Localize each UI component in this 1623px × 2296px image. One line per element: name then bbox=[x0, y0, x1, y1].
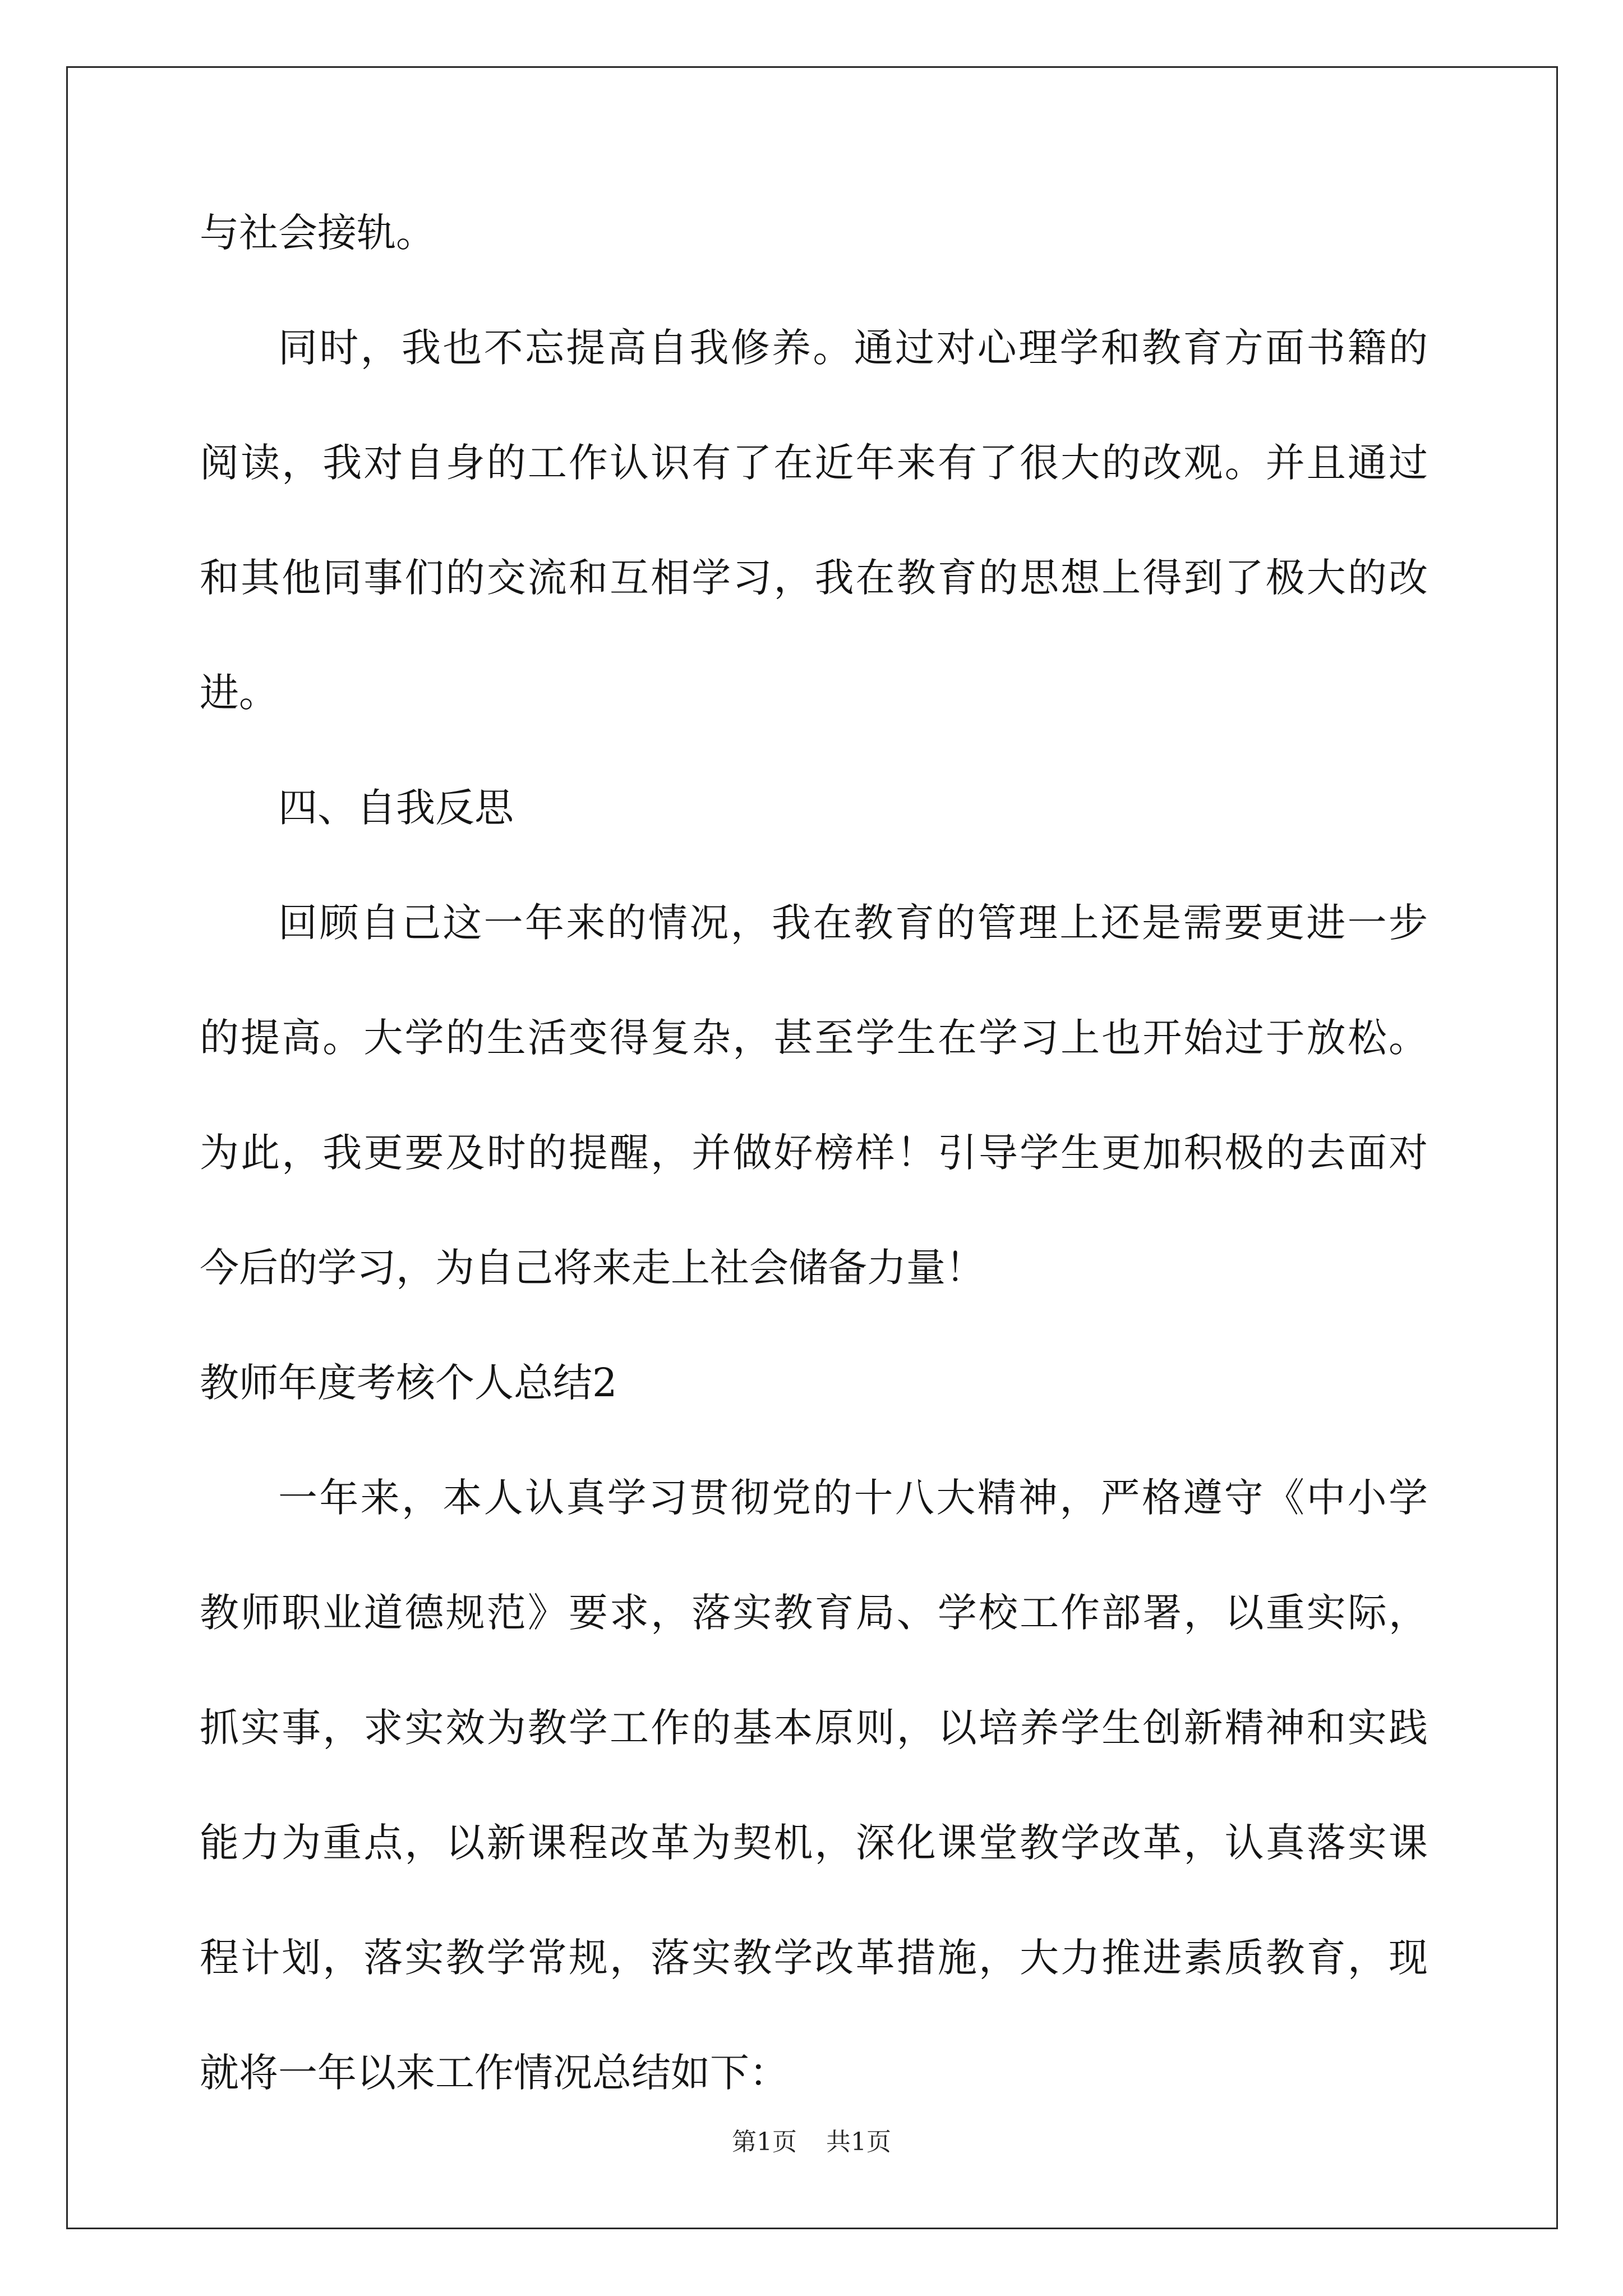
page-number: 第1页 bbox=[732, 2128, 797, 2156]
page-total: 共1页 bbox=[826, 2128, 891, 2156]
document-title: 教师年度考核个人总结2 bbox=[200, 1360, 617, 1406]
paragraph-line: 阅读，我对自身的工作认识有了在近年来有了很大的改观。并且通过 bbox=[200, 440, 1428, 486]
paragraph-line: 程计划，落实教学常规，落实教学改革措施，大力推进素质教育，现 bbox=[200, 1935, 1428, 1981]
paragraph-line: 今后的学习，为自己将来走上社会储备力量！ bbox=[200, 1245, 985, 1291]
page-footer bbox=[0, 2125, 1623, 2159]
paragraph-line: 就将一年以来工作情况总结如下： bbox=[200, 2050, 789, 2096]
paragraph-line: 教师职业道德规范》要求，落实教育局、学校工作部署，以重实际， bbox=[200, 1590, 1428, 1636]
paragraph-line: 进。 bbox=[200, 670, 278, 716]
paragraph-line: 回顾自己这一年来的情况，我在教育的管理上还是需要更进一步 bbox=[278, 900, 1428, 946]
paragraph-line: 能力为重点，以新课程改革为契机，深化课堂教学改革，认真落实课 bbox=[200, 1820, 1428, 1866]
paragraph-line: 的提高。大学的生活变得复杂，甚至学生在学习上也开始过于放松。 bbox=[200, 1015, 1428, 1061]
section-heading: 四、自我反思 bbox=[278, 785, 514, 831]
paragraph-line: 同时，我也不忘提高自我修养。通过对心理学和教育方面书籍的 bbox=[278, 325, 1428, 371]
paragraph-line: 为此，我更要及时的提醒，并做好榜样！引导学生更加积极的去面对 bbox=[200, 1130, 1428, 1176]
paragraph-line: 一年来，本人认真学习贯彻党的十八大精神，严格遵守《中小学 bbox=[278, 1475, 1428, 1521]
paragraph-line: 抓实事，求实效为教学工作的基本原则，以培养学生创新精神和实践 bbox=[200, 1705, 1428, 1751]
paragraph-line: 与社会接轨。 bbox=[200, 210, 435, 256]
paragraph-line: 和其他同事们的交流和互相学习，我在教育的思想上得到了极大的改 bbox=[200, 555, 1428, 601]
